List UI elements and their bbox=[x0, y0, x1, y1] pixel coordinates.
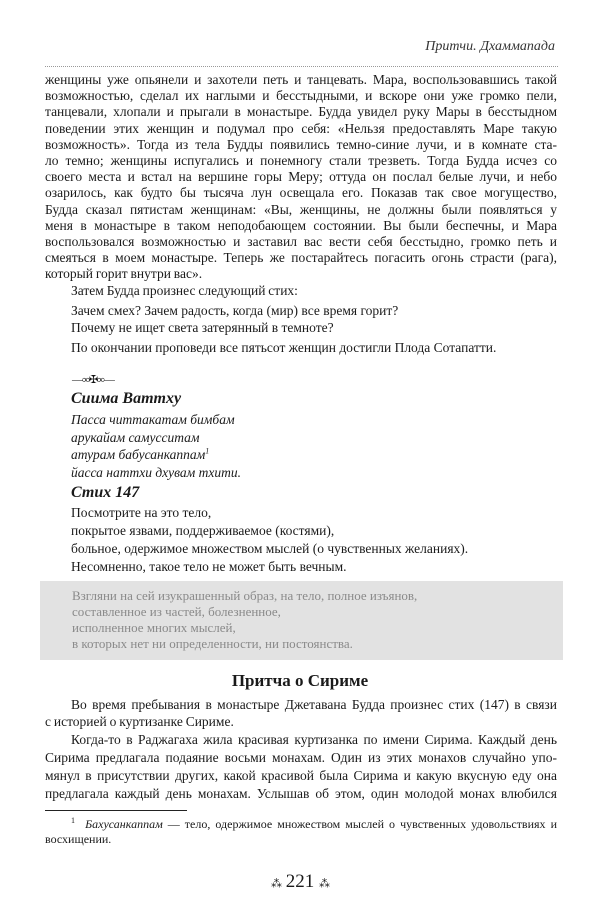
text-line: возможность». Тогда из тела Будды появились темно-синие лучи, и в комнате ста- bbox=[45, 136, 557, 152]
text-line: озарилось, как будто бы тысяча лун освещала его. Показав так свое могущество, bbox=[45, 185, 557, 201]
text-line: мянул в присутствии других, какой красивой была Сирима и какую вкусную еду она bbox=[45, 767, 557, 783]
footnote-mark: 1 bbox=[71, 816, 75, 826]
verse-147 bbox=[45, 504, 557, 576]
verse-line: Зачем смех? Зачем радость, когда (мир) все время горит? bbox=[71, 302, 399, 318]
verse-quote bbox=[45, 302, 557, 336]
verse-line: больное, одержимое множеством мыслей (о чувственных желаниях). bbox=[71, 540, 469, 556]
pali-line: Пасса читтакатам бимбам bbox=[71, 411, 235, 427]
text-line: танцевали, хлопали и прыгали в монастыре. Будда увидел руку Мары в бесстыдном bbox=[45, 104, 557, 120]
alt-line: Взгляни на сей изукрашенный образ, на тело, полное изъянов, bbox=[72, 587, 418, 603]
running-header: Притчи. Дхаммапада bbox=[425, 39, 555, 54]
text-line: Будда сказал пятистам женщинам: «Вы, женщины, не должны были появляться у bbox=[45, 201, 557, 217]
text-line: Во время пребывания в монастыре Джетавана Будда произнес стих (147) в связи bbox=[71, 696, 557, 712]
ornament-right-icon: ⁂ bbox=[319, 878, 329, 891]
text-line: своего места и встал на вершине горы Меру; оттуда он послал белые лучи, и небо bbox=[45, 169, 557, 185]
text-line: Сирима предлагала подаяние восьми монахам. Один из этих монахов случайно упо- bbox=[45, 750, 557, 766]
pali-line-text: атурам бабусанкаппам bbox=[71, 447, 206, 463]
footnote-ref[interactable]: 1 bbox=[205, 446, 210, 456]
verse-line: Несомненно, такое тело не может быть вечным. bbox=[71, 558, 347, 574]
text-line: Затем Будда произнес следующий стих: bbox=[71, 282, 298, 298]
text-line: женщины уже опьянели и захотели петь и танцевать. Мара, воспользовавшись такой bbox=[45, 72, 557, 87]
text-line: смеяться в моем монастыре. Теперь же постарайтесь погасить огонь страсти (рага), bbox=[45, 250, 557, 266]
text-line: Когда-то в Раджагаха жила красивая куртизанка по имени Сирима. Каждый день bbox=[71, 732, 557, 748]
verse-line: покрытое язвами, поддерживаемое (костями), bbox=[71, 522, 335, 538]
ornament-divider: —∞✠∞— bbox=[72, 373, 114, 386]
alt-line: в которых нет ни определенности, ни постоянства. bbox=[72, 635, 353, 651]
story-title: Притча о Сириме bbox=[231, 670, 369, 690]
alt-line: исполненное многих мыслей, bbox=[72, 619, 236, 635]
pali-line: йасса наттхи дхувам тхити. bbox=[71, 464, 242, 480]
page-number: 221 bbox=[285, 871, 315, 893]
text-line: предлагала каждый день монахам. Услышав об этом, один молодой монах влюбился bbox=[45, 785, 557, 801]
text-line: который горит внутри вас». bbox=[45, 266, 203, 282]
pali-verse bbox=[45, 411, 557, 482]
page-number-footer bbox=[0, 871, 600, 895]
footnote-term: Бахусанкаппам bbox=[85, 817, 163, 832]
header-rule bbox=[45, 66, 558, 67]
paragraph: По окончании проповеди все пятьсот женщин достигли Плода Сотапатти. bbox=[71, 339, 497, 355]
footnote bbox=[45, 817, 557, 847]
footnote-rule bbox=[45, 810, 187, 811]
text-line: ло темно; женщины испугались и понемногу стали трезветь. Тогда Будда исчез со bbox=[45, 153, 557, 169]
alt-translation-box bbox=[40, 581, 563, 660]
text-line: воспользовался возможностью и заставил вас вести себя бесстыдно, громко петь и bbox=[45, 234, 557, 250]
page-body bbox=[45, 72, 557, 895]
pali-line: арукайам самусситам bbox=[71, 429, 200, 445]
verse-line: Посмотрите на это тело, bbox=[71, 504, 212, 520]
footnote-text: — тело, одержимое множеством мыслей о чувственных удовольствиях и восхищении. bbox=[45, 817, 557, 847]
text-line: с историей о куртизанке Сириме. bbox=[45, 714, 234, 730]
ornament-left-icon: ⁂ bbox=[271, 878, 281, 891]
section-title: Сиима Ваттху bbox=[71, 389, 182, 407]
paragraph-continued bbox=[45, 72, 557, 299]
text-line: возможностью, сделал их наглыми и бесстыдными, и вскоре они уже громко пели, bbox=[45, 88, 557, 104]
verse-heading: Стих 147 bbox=[71, 483, 140, 501]
text-line: меня в монастыре в таком неподобающем состоянии. Вы были беспечны, и Мара bbox=[45, 217, 557, 233]
verse-line: Почему не ищет света затерянный в темноте? bbox=[71, 319, 334, 335]
text-line: поведении этих женщин и подумал про себя: «Нельзя предоставлять Маре такую bbox=[45, 120, 557, 136]
pali-line bbox=[71, 446, 557, 464]
alt-line: составленное из частей, болезненное, bbox=[72, 603, 281, 619]
story-text bbox=[45, 696, 557, 803]
